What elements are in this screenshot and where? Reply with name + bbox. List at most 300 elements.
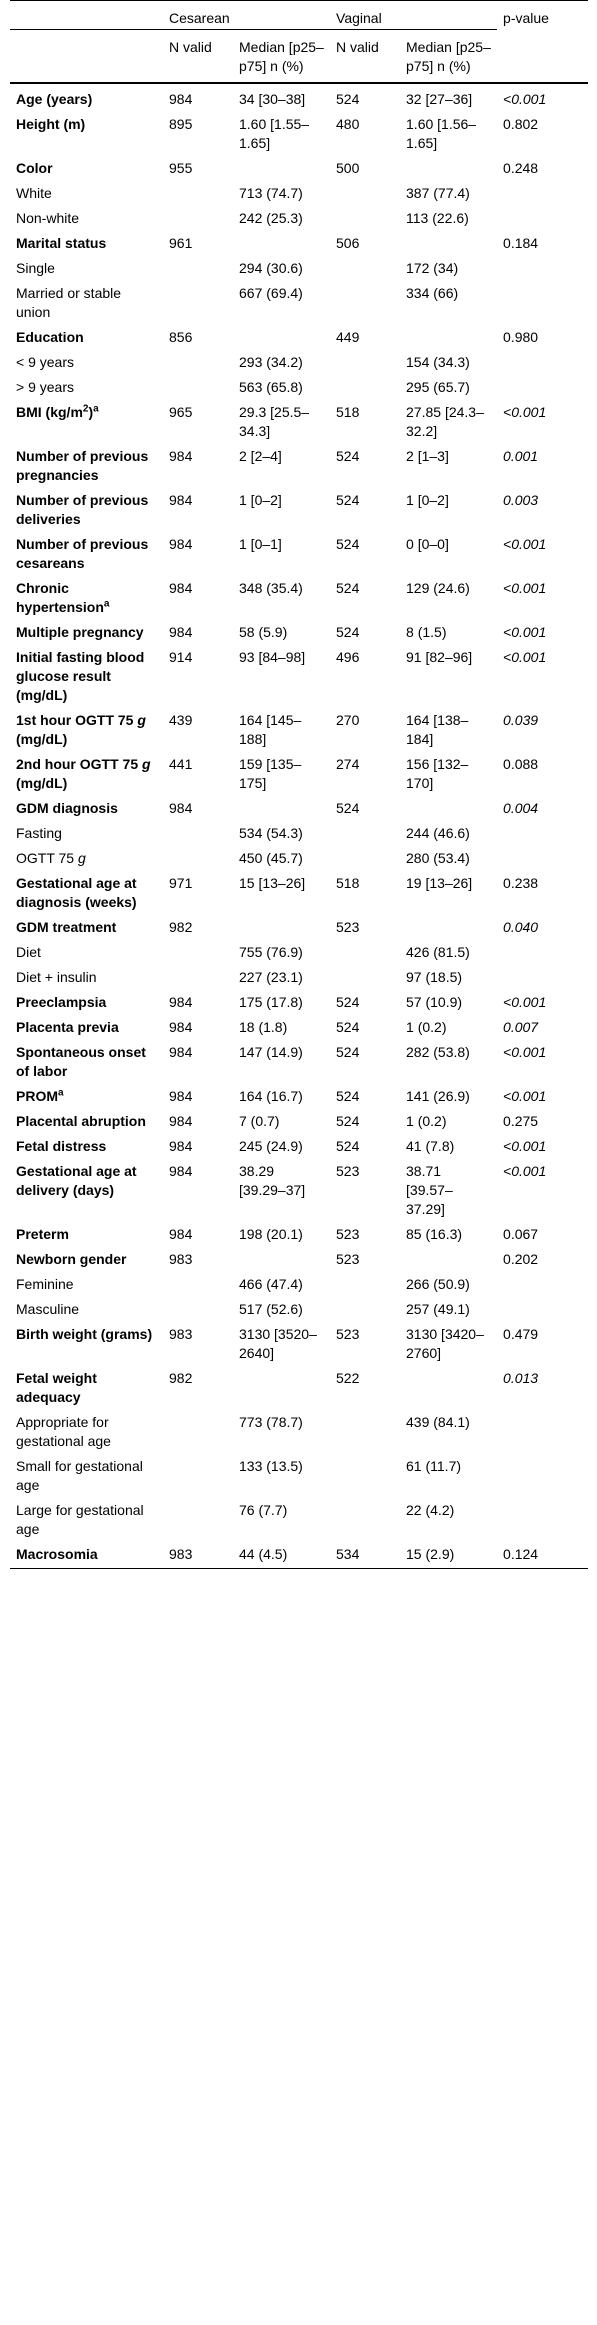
vaginal-median-cell: 19 [13–26] xyxy=(406,875,473,891)
cesarean-n-valid-cell: 984 xyxy=(169,91,193,107)
row-label-italic: g xyxy=(77,850,86,866)
row-label-text: Birth weight (grams) xyxy=(16,1326,153,1342)
vaginal-n-valid-cell: 524 xyxy=(336,1088,360,1104)
row-label xyxy=(10,228,163,253)
vaginal-n-valid-cell xyxy=(330,253,400,278)
vaginal-n-valid-cell: 270 xyxy=(336,712,360,728)
p-value-cell: 0.238 xyxy=(503,875,539,891)
row-label-text-2: ) xyxy=(88,404,94,420)
p-value-cell: 0.067 xyxy=(503,1226,539,1242)
p-value-cell: <0.001 xyxy=(503,1088,547,1104)
vaginal-median-cell: 257 (49.1) xyxy=(406,1301,470,1317)
vaginal-median-cell: 3130 [3420–2760] xyxy=(406,1326,484,1361)
p-value-cell xyxy=(497,937,588,962)
row-label xyxy=(10,937,163,962)
vaginal-n-valid-cell xyxy=(330,1294,400,1319)
p-value-cell: <0.001 xyxy=(503,536,547,552)
vaginal-n-valid-cell: 506 xyxy=(336,235,360,251)
cesarean-median-cell: 164 (16.7) xyxy=(239,1088,303,1104)
p-value-cell: <0.001 xyxy=(503,624,547,640)
cesarean-median-cell: 15 [13–26] xyxy=(239,875,306,891)
vaginal-median-cell: 0 [0–0] xyxy=(406,536,449,552)
cesarean-median-cell: 466 (47.4) xyxy=(239,1276,303,1292)
cesarean-n-valid-cell xyxy=(163,1495,233,1539)
table-row xyxy=(10,1294,588,1319)
cesarean-n-valid-cell: 856 xyxy=(169,329,193,345)
row-label xyxy=(10,1131,163,1156)
row-label xyxy=(10,1156,163,1219)
cesarean-n-valid-cell xyxy=(163,347,233,372)
vaginal-median-cell xyxy=(400,322,497,347)
row-label-footnote-mark: a xyxy=(93,403,99,415)
cesarean-median-cell xyxy=(233,1244,330,1269)
row-label xyxy=(10,987,163,1012)
vaginal-median-cell: 266 (50.9) xyxy=(406,1276,470,1292)
vaginal-median-cell: 282 (53.8) xyxy=(406,1044,470,1060)
row-label-text: Multiple pregnancy xyxy=(16,624,144,640)
header-vaginal-median: Median [p25–p75] n (%) xyxy=(400,30,497,84)
p-value-cell xyxy=(497,347,588,372)
vaginal-median-cell: 57 (10.9) xyxy=(406,994,463,1010)
row-label xyxy=(10,1269,163,1294)
table-row xyxy=(10,1156,588,1219)
row-label-text: PROM xyxy=(16,1088,58,1104)
cesarean-n-valid-cell: 984 xyxy=(169,580,193,596)
table-row xyxy=(10,749,588,793)
p-value-cell: <0.001 xyxy=(503,91,547,107)
row-label-text: White xyxy=(16,185,52,201)
vaginal-median-cell: 172 (34) xyxy=(406,260,459,276)
p-value-cell: 0.275 xyxy=(503,1113,539,1129)
cesarean-n-valid-cell xyxy=(163,178,233,203)
table-row xyxy=(10,1219,588,1244)
cesarean-n-valid-cell: 982 xyxy=(169,919,193,935)
vaginal-n-valid-cell: 524 xyxy=(336,1113,360,1129)
row-label xyxy=(10,109,163,153)
cesarean-median-cell: 175 (17.8) xyxy=(239,994,303,1010)
row-label xyxy=(10,1495,163,1539)
row-label xyxy=(10,441,163,485)
vaginal-n-valid-cell xyxy=(330,347,400,372)
vaginal-median-cell: 38.71 [39.57–37.29] xyxy=(406,1163,453,1217)
row-label-text: > 9 years xyxy=(16,379,74,395)
cesarean-n-valid-cell: 971 xyxy=(169,875,193,891)
vaginal-median-cell: 2 [1–3] xyxy=(406,448,449,464)
cesarean-n-valid-cell xyxy=(163,253,233,278)
table-row xyxy=(10,253,588,278)
table-row xyxy=(10,178,588,203)
p-value-cell xyxy=(497,1451,588,1495)
row-label xyxy=(10,1294,163,1319)
row-label-footnote-mark: a xyxy=(103,598,110,610)
table-row xyxy=(10,347,588,372)
row-label xyxy=(10,83,163,109)
cesarean-n-valid-cell: 914 xyxy=(169,649,193,665)
vaginal-median-cell: 22 (4.2) xyxy=(406,1502,455,1518)
vaginal-n-valid-cell: 524 xyxy=(336,448,360,464)
p-value-cell: 0.088 xyxy=(503,756,539,772)
vaginal-n-valid-cell: 522 xyxy=(336,1370,360,1386)
row-label xyxy=(10,178,163,203)
cesarean-median-cell: 18 (1.8) xyxy=(239,1019,288,1035)
vaginal-n-valid-cell xyxy=(330,1407,400,1451)
vaginal-n-valid-cell xyxy=(330,1451,400,1495)
cesarean-n-valid-cell xyxy=(163,372,233,397)
vaginal-n-valid-cell xyxy=(330,962,400,987)
vaginal-n-valid-cell xyxy=(330,278,400,322)
row-label xyxy=(10,1319,163,1363)
cesarean-n-valid-cell: 441 xyxy=(169,756,193,772)
table-row xyxy=(10,987,588,1012)
table-row xyxy=(10,1495,588,1539)
row-label-text: Small for gestational age xyxy=(16,1458,143,1493)
row-label-text: Color xyxy=(16,160,53,176)
vaginal-median-cell: 32 [27–36] xyxy=(406,91,473,107)
cesarean-median-cell: 44 (4.5) xyxy=(233,1539,330,1569)
cesarean-median-cell xyxy=(233,228,330,253)
row-label-text: Fasting xyxy=(16,825,62,841)
vaginal-median-cell: 1.60 [1.56–1.65] xyxy=(406,116,477,151)
p-value-cell: 0.124 xyxy=(497,1539,588,1569)
vaginal-median-cell: 85 (16.3) xyxy=(406,1226,463,1242)
table-row xyxy=(10,962,588,987)
table-row xyxy=(10,617,588,642)
p-value-cell: 0.013 xyxy=(503,1370,539,1386)
header-empty xyxy=(10,1,163,30)
cesarean-n-valid-cell: 984 xyxy=(169,1088,193,1104)
row-label-text: BMI (kg/m xyxy=(16,404,83,420)
vaginal-n-valid-cell xyxy=(330,372,400,397)
table-row xyxy=(10,1037,588,1081)
row-label-footnote-mark: a xyxy=(58,1087,64,1099)
cesarean-n-valid-cell: 439 xyxy=(169,712,193,728)
cesarean-median-cell: 58 (5.9) xyxy=(239,624,288,640)
row-label xyxy=(10,1407,163,1451)
cesarean-n-valid-cell: 984 xyxy=(169,800,193,816)
cesarean-n-valid-cell xyxy=(163,203,233,228)
row-label xyxy=(10,372,163,397)
vaginal-median-cell: 1 (0.2) xyxy=(406,1113,447,1129)
cesarean-median-cell: 348 (35.4) xyxy=(239,580,303,596)
cesarean-median-cell: 93 [84–98] xyxy=(239,649,306,665)
cesarean-n-valid-cell: 983 xyxy=(169,1326,193,1342)
p-value-cell: 0.039 xyxy=(503,712,539,728)
p-value-cell xyxy=(497,1495,588,1539)
table-row xyxy=(10,937,588,962)
row-label xyxy=(10,642,163,705)
cesarean-median-cell: 1 [0–1] xyxy=(239,536,282,552)
vaginal-median-cell: 141 (26.9) xyxy=(406,1088,470,1104)
row-label xyxy=(10,485,163,529)
cesarean-median-cell: 1 [0–2] xyxy=(239,492,282,508)
row-label xyxy=(10,1244,163,1269)
table-row xyxy=(10,1244,588,1269)
row-label-text: GDM treatment xyxy=(16,919,117,935)
vaginal-n-valid-cell: 523 xyxy=(336,1251,360,1267)
row-label-text: Placenta previa xyxy=(16,1019,119,1035)
table-row xyxy=(10,1269,588,1294)
row-label xyxy=(10,1081,163,1106)
row-label xyxy=(10,617,163,642)
row-label-text: Age (years) xyxy=(16,91,93,107)
row-label-italic: g xyxy=(142,756,151,772)
p-value-cell xyxy=(497,372,588,397)
cesarean-n-valid-cell xyxy=(163,937,233,962)
row-label xyxy=(10,705,163,749)
vaginal-n-valid-cell: 523 xyxy=(336,1163,360,1179)
table-row xyxy=(10,485,588,529)
p-value-cell xyxy=(497,818,588,843)
vaginal-n-valid-cell: 524 xyxy=(336,580,360,596)
table-row xyxy=(10,153,588,178)
row-label xyxy=(10,1106,163,1131)
cesarean-n-valid-cell: 983 xyxy=(163,1539,233,1569)
header-cesarean-median: Median [p25–p75] n (%) xyxy=(233,30,330,84)
row-label-text: Appropriate for gestational age xyxy=(16,1414,111,1449)
cesarean-median-cell xyxy=(233,322,330,347)
p-value-cell: 0.202 xyxy=(503,1251,539,1267)
cesarean-n-valid-cell: 984 xyxy=(169,1138,193,1154)
row-label xyxy=(10,1219,163,1244)
p-value-cell xyxy=(497,1269,588,1294)
cesarean-median-cell: 164 [145–188] xyxy=(239,712,302,747)
cesarean-median-cell: 242 (25.3) xyxy=(239,210,303,226)
cesarean-n-valid-cell: 984 xyxy=(169,1163,193,1179)
cesarean-n-valid-cell: 982 xyxy=(169,1370,193,1386)
row-label-text: 2nd hour OGTT 75 xyxy=(16,756,143,772)
row-label xyxy=(10,1363,163,1407)
row-label xyxy=(10,573,163,617)
cesarean-n-valid-cell: 984 xyxy=(169,994,193,1010)
cesarean-n-valid-cell: 984 xyxy=(169,1226,193,1242)
p-value-cell: 0.001 xyxy=(503,448,539,464)
row-label xyxy=(10,962,163,987)
cesarean-n-valid-cell xyxy=(163,843,233,868)
p-value-cell: 0.184 xyxy=(503,235,539,251)
table-row xyxy=(10,529,588,573)
vaginal-median-cell: 97 (18.5) xyxy=(406,969,463,985)
row-label-text: Number of previous pregnancies xyxy=(16,448,149,483)
p-value-cell xyxy=(497,278,588,322)
row-label xyxy=(10,868,163,912)
p-value-cell: 0.479 xyxy=(503,1326,539,1342)
cesarean-median-cell: 773 (78.7) xyxy=(239,1414,303,1430)
cesarean-median-cell: 227 (23.1) xyxy=(239,969,303,985)
row-label xyxy=(10,322,163,347)
cesarean-median-cell: 534 (54.3) xyxy=(239,825,303,841)
row-label-text: Non-white xyxy=(16,210,80,226)
cesarean-median-cell: 1.60 [1.55–1.65] xyxy=(239,116,310,151)
row-label-text: Chronic hypertension xyxy=(16,580,104,615)
p-value-cell: 0.004 xyxy=(503,800,539,816)
cesarean-n-valid-cell: 965 xyxy=(169,404,193,420)
vaginal-median-cell: 244 (46.6) xyxy=(406,825,470,841)
cesarean-n-valid-cell xyxy=(163,1451,233,1495)
cesarean-median-cell: 294 (30.6) xyxy=(239,260,303,276)
table-row xyxy=(10,1363,588,1407)
p-value-cell: <0.001 xyxy=(503,1138,547,1154)
cesarean-median-cell: 34 [30–38] xyxy=(239,91,306,107)
p-value-cell xyxy=(497,1294,588,1319)
p-value-cell: <0.001 xyxy=(503,1044,547,1060)
vaginal-n-valid-cell: 534 xyxy=(330,1539,400,1569)
vaginal-median-cell: 61 (11.7) xyxy=(406,1458,462,1474)
vaginal-n-valid-cell: 524 xyxy=(336,492,360,508)
p-value-cell: 0.040 xyxy=(503,919,539,935)
cesarean-median-cell: 133 (13.5) xyxy=(239,1458,303,1474)
vaginal-median-cell: 41 (7.8) xyxy=(406,1138,455,1154)
vaginal-n-valid-cell: 523 xyxy=(336,919,360,935)
cesarean-median-cell: 198 (20.1) xyxy=(239,1226,303,1242)
header-cesarean-n-valid: N valid xyxy=(163,30,233,84)
header-pvalue: p-value xyxy=(497,1,588,84)
row-label-text: Large for gestational age xyxy=(16,1502,144,1537)
vaginal-median-cell: 426 (81.5) xyxy=(406,944,470,960)
cesarean-median-cell: 7 (0.7) xyxy=(239,1113,280,1129)
vaginal-median-cell: 8 (1.5) xyxy=(406,624,447,640)
vaginal-median-cell xyxy=(400,1244,497,1269)
vaginal-n-valid-cell: 524 xyxy=(336,1138,360,1154)
table-row xyxy=(10,1319,588,1363)
p-value-cell: <0.001 xyxy=(503,1163,547,1179)
row-label-text: Newborn gender xyxy=(16,1251,127,1267)
cesarean-n-valid-cell xyxy=(163,818,233,843)
table-body xyxy=(10,83,588,1569)
vaginal-median-cell: 387 (77.4) xyxy=(406,185,470,201)
table-row xyxy=(10,1012,588,1037)
vaginal-n-valid-cell: 524 xyxy=(336,624,360,640)
vaginal-n-valid-cell xyxy=(330,843,400,868)
vaginal-n-valid-cell: 480 xyxy=(336,116,360,132)
vaginal-n-valid-cell xyxy=(330,178,400,203)
row-label-text: Single xyxy=(16,260,55,276)
header-row-groups xyxy=(10,1,588,30)
vaginal-n-valid-cell: 523 xyxy=(336,1226,360,1242)
vaginal-median-cell: 439 (84.1) xyxy=(406,1414,470,1430)
vaginal-median-cell: 129 (24.6) xyxy=(406,580,470,596)
table-row xyxy=(10,203,588,228)
cesarean-median-cell: 755 (76.9) xyxy=(239,944,303,960)
cesarean-median-cell: 159 [135–175] xyxy=(239,756,302,791)
cesarean-n-valid-cell xyxy=(163,962,233,987)
cesarean-n-valid-cell xyxy=(163,278,233,322)
table-row xyxy=(10,109,588,153)
vaginal-median-cell xyxy=(400,153,497,178)
row-label xyxy=(10,253,163,278)
vaginal-n-valid-cell xyxy=(330,937,400,962)
cesarean-n-valid-cell: 955 xyxy=(169,160,193,176)
cesarean-median-cell: 147 (14.9) xyxy=(239,1044,303,1060)
row-label-superscript: 2 xyxy=(82,403,89,415)
header-vaginal-n-valid: N valid xyxy=(330,30,400,84)
p-value-cell: 0.007 xyxy=(503,1019,539,1035)
table-row xyxy=(10,868,588,912)
cesarean-median-cell xyxy=(233,1363,330,1407)
cesarean-n-valid-cell: 984 xyxy=(169,1019,193,1035)
table-row xyxy=(10,1539,588,1569)
cesarean-n-valid-cell: 984 xyxy=(169,1044,193,1060)
vaginal-median-cell: 154 (34.3) xyxy=(406,354,470,370)
vaginal-median-cell: 15 (2.9) xyxy=(400,1539,497,1569)
vaginal-n-valid-cell: 524 xyxy=(336,536,360,552)
row-label-text-3: (mg/dL) xyxy=(16,775,68,791)
p-value-cell: <0.001 xyxy=(503,994,547,1010)
row-label-text: Spontaneous onset of labor xyxy=(16,1044,146,1079)
row-label-text: Gestational age at delivery (days) xyxy=(16,1163,137,1198)
table-row xyxy=(10,322,588,347)
vaginal-n-valid-cell: 524 xyxy=(336,800,360,816)
row-label-text: Preeclampsia xyxy=(16,994,107,1010)
vaginal-median-cell: 91 [82–96] xyxy=(406,649,473,665)
row-label-text: Education xyxy=(16,329,84,345)
header-empty-2 xyxy=(10,30,163,84)
vaginal-n-valid-cell xyxy=(330,818,400,843)
row-label-text: Height (m) xyxy=(16,116,86,132)
table-row xyxy=(10,1081,588,1106)
vaginal-n-valid-cell: 518 xyxy=(336,875,360,891)
p-value-cell: 0.980 xyxy=(503,329,539,345)
table-row xyxy=(10,573,588,617)
vaginal-n-valid-cell: 518 xyxy=(336,404,360,420)
vaginal-n-valid-cell: 524 xyxy=(336,994,360,1010)
cesarean-median-cell: 76 (7.7) xyxy=(239,1502,288,1518)
row-label xyxy=(10,529,163,573)
cesarean-median-cell: 38.29 [39.29–37] xyxy=(239,1163,306,1198)
row-label xyxy=(10,749,163,793)
p-value-cell: 0.003 xyxy=(503,492,539,508)
row-label-text: 1st hour OGTT 75 xyxy=(16,712,138,728)
cesarean-median-cell xyxy=(233,793,330,818)
row-label-text: Preterm xyxy=(16,1226,69,1242)
cesarean-n-valid-cell: 961 xyxy=(169,235,193,251)
p-value-cell: 0.802 xyxy=(503,116,539,132)
row-label-text: Diet + insulin xyxy=(16,969,97,985)
cesarean-median-cell: 2 [2–4] xyxy=(239,448,282,464)
row-label-italic: g xyxy=(137,712,146,728)
row-label xyxy=(10,1451,163,1495)
vaginal-median-cell xyxy=(400,912,497,937)
row-label-text-3: (mg/dL) xyxy=(16,731,68,747)
table-row xyxy=(10,278,588,322)
row-label-text: Gestational age at diagnosis (weeks) xyxy=(16,875,137,910)
vaginal-n-valid-cell: 274 xyxy=(336,756,360,772)
vaginal-n-valid-cell xyxy=(330,1269,400,1294)
vaginal-median-cell: 156 [132–170] xyxy=(406,756,469,791)
cesarean-n-valid-cell: 984 xyxy=(169,448,193,464)
p-value-cell xyxy=(497,253,588,278)
vaginal-n-valid-cell: 524 xyxy=(336,91,360,107)
p-value-cell xyxy=(497,178,588,203)
vaginal-median-cell xyxy=(400,793,497,818)
p-value-cell xyxy=(497,843,588,868)
cesarean-n-valid-cell: 984 xyxy=(169,492,193,508)
vaginal-n-valid-cell: 496 xyxy=(336,649,360,665)
vaginal-median-cell xyxy=(400,228,497,253)
row-label xyxy=(10,347,163,372)
table-row xyxy=(10,397,588,441)
row-label xyxy=(10,278,163,322)
vaginal-median-cell: 1 [0–2] xyxy=(406,492,449,508)
p-value-cell xyxy=(497,962,588,987)
vaginal-median-cell: 1 (0.2) xyxy=(406,1019,447,1035)
row-label-text: Diet xyxy=(16,944,41,960)
row-label-text: Fetal weight adequacy xyxy=(16,1370,97,1405)
p-value-cell xyxy=(497,1407,588,1451)
row-label xyxy=(10,818,163,843)
header-cesarean: Cesarean xyxy=(163,1,330,30)
row-label-text: Placental abruption xyxy=(16,1113,146,1129)
table-row xyxy=(10,1106,588,1131)
